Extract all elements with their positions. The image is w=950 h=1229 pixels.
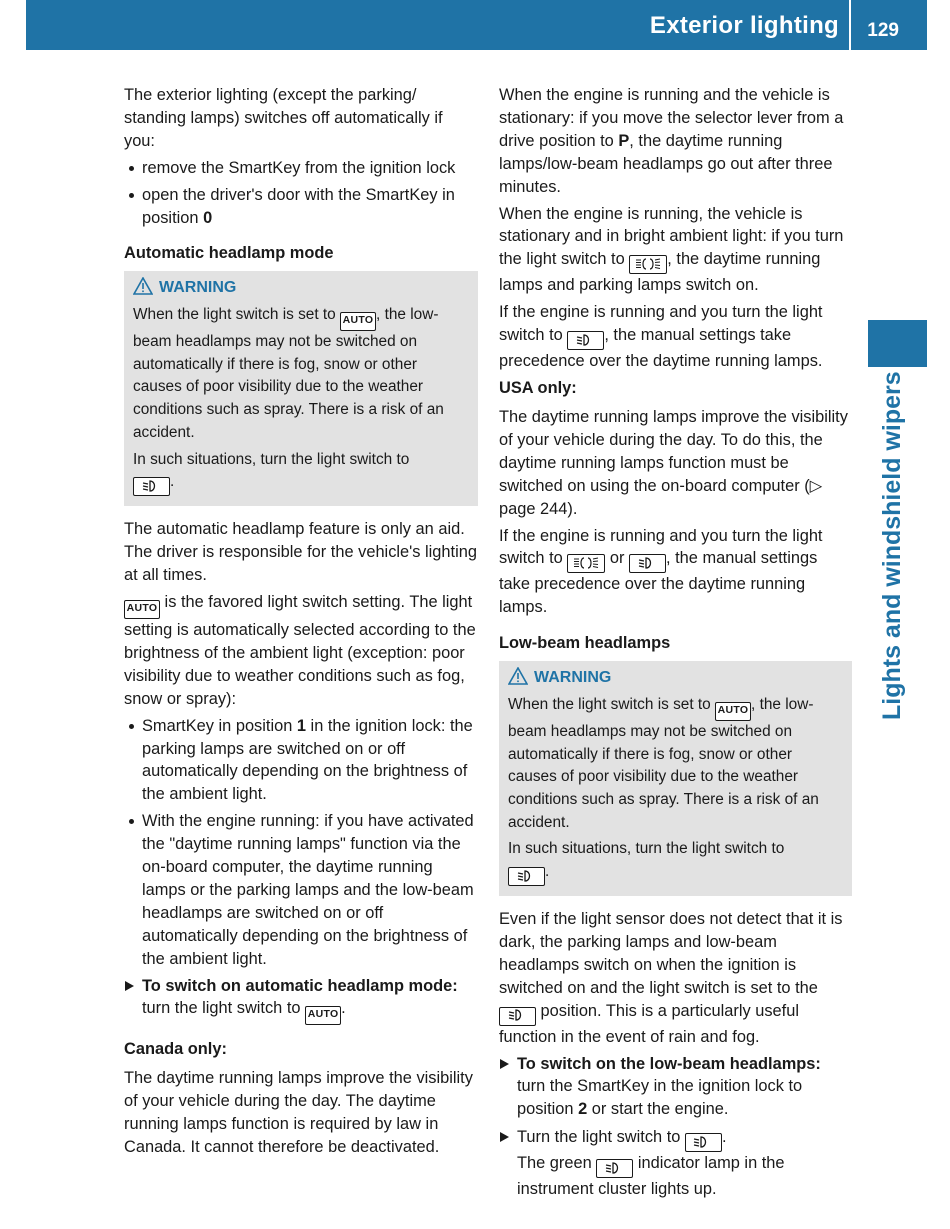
warning-box bbox=[499, 661, 852, 896]
heading-automatic-headlamp-mode: Automatic headlamp mode bbox=[124, 244, 334, 263]
action-step: Turn the light switch to . The green indicator lamp in the instrument cluster lights up. bbox=[499, 1126, 852, 1201]
list-item: remove the SmartKey from the ignition lock bbox=[124, 157, 478, 180]
page-number: 129 bbox=[867, 20, 899, 41]
warning-text: When the light switch is set to AUTO , the low-beam headlamps may not be switched on automatically if there is fog, snow or other causes of poor visibility due to the weather conditions such as spray. There is a risk of an accident. bbox=[508, 695, 819, 831]
list-item: SmartKey in position 1 in the ignition lock: the parking lamps are switched on or off automatically depending on the brightness of the ambient light. bbox=[124, 715, 478, 807]
low-beam-icon bbox=[508, 867, 545, 886]
auto-behavior-list bbox=[124, 715, 478, 971]
auto-switch-icon: AUTO bbox=[124, 600, 160, 619]
left-column bbox=[124, 84, 478, 1163]
action-step: To switch on automatic headlamp mode: turn the light switch to AUTO . bbox=[124, 975, 478, 1026]
header-divider bbox=[849, 0, 851, 50]
warning-box bbox=[124, 271, 478, 506]
low-beam-icon bbox=[567, 331, 604, 350]
warning-triangle-icon bbox=[133, 277, 153, 295]
page-header bbox=[26, 0, 927, 50]
paragraph: The automatic headlamp feature is only an aid. The driver is responsible for the vehicle's lighting at all times. bbox=[124, 520, 477, 585]
low-beam-indicator-icon bbox=[596, 1159, 633, 1178]
warning-text: When the light switch is set to AUTO , the low-beam headlamps may not be switched on automatically if there is fog, snow or other causes of poor visibility due to the weather conditions such as spray. There is a risk of an accident. bbox=[133, 306, 444, 441]
position-value: 0 bbox=[203, 208, 213, 227]
warning-triangle-icon bbox=[508, 667, 528, 685]
paragraph: If the engine is running and you turn the light switch to or , the manual settings take precedence over the daytime running lamps. bbox=[499, 526, 823, 617]
paragraph: When the engine is running, the vehicle is stationary and in bright ambient light: if you turn the light switch to , the daytime running lamps and parking lamps switch on. bbox=[499, 204, 844, 295]
low-beam-icon bbox=[685, 1133, 722, 1152]
list-item-text: open the driver's door with the SmartKey in position bbox=[142, 185, 455, 227]
paragraph: When the engine is running and the vehicle is stationary: if you move the selector lever from a drive position to P, the daytime running lamps/low-beam headlamps go out after three minutes. bbox=[499, 86, 844, 196]
conditions-list bbox=[124, 157, 478, 230]
warning-title: WARNING bbox=[534, 669, 612, 687]
warning-heading bbox=[133, 277, 469, 300]
paragraph: The daytime running lamps improve the visibility of your vehicle during the day. The daytime running lamps function is required by law in Canada. It cannot therefore be deactivated. bbox=[124, 1069, 473, 1157]
paragraph: If the engine is running and you turn the light switch to , the manual settings take precedence over the daytime running lamps. bbox=[499, 303, 823, 371]
intro-paragraph: The exterior lighting (except the parking/ standing lamps) switches off automatically if you: bbox=[124, 86, 443, 150]
chapter-tab-label: Lights and windshield wipers bbox=[878, 371, 906, 720]
heading-canada-only: Canada only: bbox=[124, 1040, 227, 1059]
low-beam-icon bbox=[133, 477, 170, 496]
list-item: With the engine running: if you have activated the "daytime running lamps" function via the on-board computer, the daytime running lamps or the parking lamps and the low-beam headlamps are switched on or off automatically depending on the brightness of the ambient light. bbox=[124, 810, 478, 970]
low-beam-icon bbox=[629, 554, 666, 573]
right-column bbox=[499, 84, 852, 1206]
warning-instruction: In such situations, turn the light switch to . bbox=[508, 838, 843, 886]
daytime-running-lamps-icon bbox=[629, 255, 667, 274]
auto-switch-icon: AUTO bbox=[305, 1006, 341, 1025]
heading-usa-only: USA only: bbox=[499, 379, 577, 398]
action-step: To switch on the low-beam headlamps: turn the SmartKey in the ignition lock to position 2 or start the engine. bbox=[499, 1053, 852, 1122]
list-item bbox=[124, 184, 478, 230]
low-beam-icon bbox=[499, 1007, 536, 1026]
paragraph: Even if the light sensor does not detect that it is dark, the parking lamps and low-beam headlamps switch on when the ignition is switched on and the light switch is set to the position. This is a particularly useful function in the event of rain and fog. bbox=[499, 910, 843, 1046]
auto-switch-icon: AUTO bbox=[715, 702, 751, 721]
warning-heading bbox=[508, 667, 843, 690]
warning-instruction: In such situations, turn the light switch to . bbox=[133, 449, 469, 497]
auto-switch-icon: AUTO bbox=[340, 312, 376, 331]
heading-low-beam-headlamps: Low-beam headlamps bbox=[499, 634, 671, 653]
daytime-running-lamps-icon bbox=[567, 554, 605, 573]
paragraph: The daytime running lamps improve the visibility of your vehicle during the day. To do this, the daytime running lamps function must be switched on using the on-board computer (▷ page 244). bbox=[499, 407, 848, 518]
paragraph: AUTO is the favored light switch setting. The light setting is automatically selected according to the brightness of the ambient light (exception: poor visibility due to weather conditions such as fog, snow or spray): bbox=[124, 592, 476, 708]
warning-title: WARNING bbox=[159, 279, 237, 297]
section-title: Exterior lighting bbox=[649, 12, 839, 39]
chapter-tab-marker bbox=[868, 320, 927, 367]
